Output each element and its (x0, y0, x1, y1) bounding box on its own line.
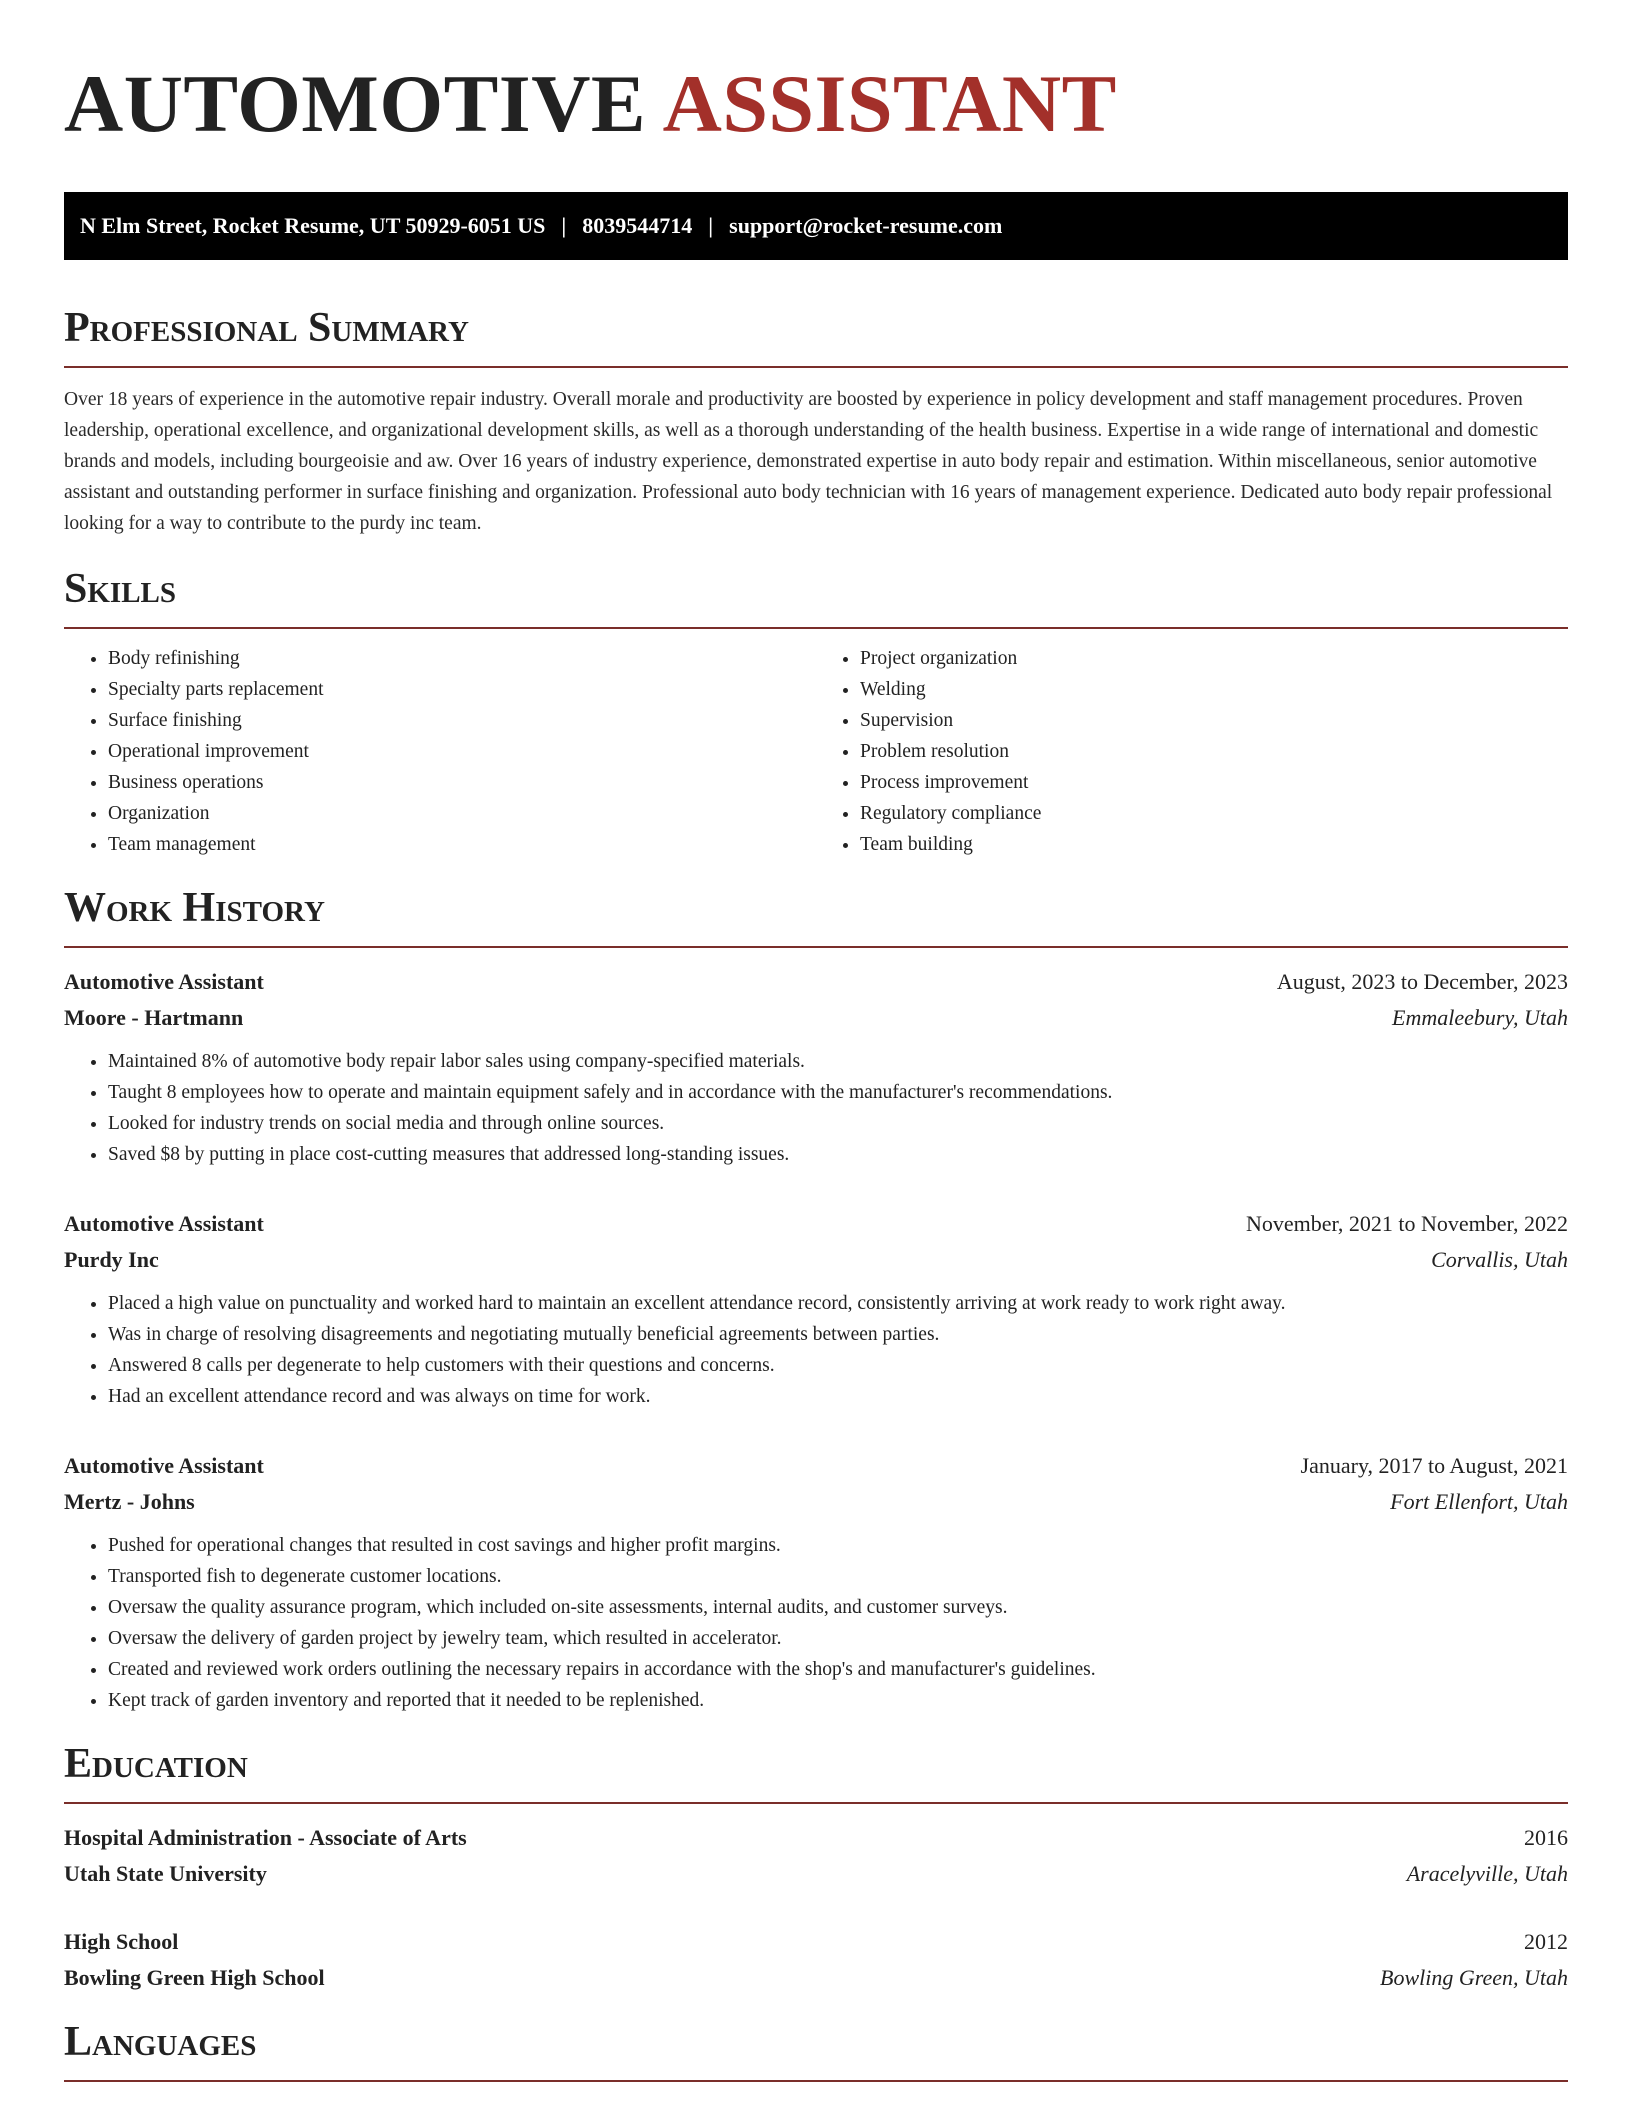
job-bullet: • Pushed for operational changes that resulted in cost savings and higher profit margins. (108, 1530, 1568, 1561)
contact-bar (64, 192, 1568, 260)
contact-email: support@rocket-resume.com (729, 213, 1003, 238)
job-bullet: • Answered 8 calls per degenerate to help customers with their questions and concerns. (108, 1350, 1568, 1381)
job-company: Purdy Inc (64, 1247, 159, 1272)
education-school: Utah State University (64, 1861, 267, 1886)
job-company: Moore - Hartmann (64, 1005, 244, 1030)
education-location: Bowling Green, Utah (1380, 1965, 1568, 1990)
contact-phone: 8039544714 (582, 213, 693, 238)
job-entry (64, 1206, 1568, 1412)
section-title-skills: Skills (64, 565, 1568, 629)
job-company-row (64, 1484, 1568, 1520)
skills-column-right (816, 643, 1568, 860)
job-location: Corvallis, Utah (1431, 1247, 1568, 1272)
education-location: Aracelyville, Utah (1406, 1861, 1568, 1886)
skill-item: • Specialty parts replacement (108, 674, 816, 705)
skill-item: • Regulatory compliance (860, 798, 1568, 829)
education-year: 2016 (1524, 1825, 1568, 1850)
professional-summary-section (64, 304, 1568, 539)
job-bullet: • Saved $8 by putting in place cost-cutting measures that addressed long-standing issues. (108, 1139, 1568, 1170)
skill-item: • Organization (108, 798, 816, 829)
job-location: Emmaleebury, Utah (1392, 1005, 1568, 1030)
job-company-row (64, 1242, 1568, 1278)
education-entry (64, 1820, 1568, 1892)
job-dates: November, 2021 to November, 2022 (1245, 1211, 1568, 1236)
job-bullet: • Taught 8 employees how to operate and maintain equipment safely and in accordance with the manufacturer's recommendations. (108, 1077, 1568, 1108)
job-title: Automotive Assistant (64, 1453, 264, 1478)
skills-section (64, 565, 1568, 860)
job-location: Fort Ellenfort, Utah (1390, 1489, 1568, 1514)
job-bullet: • Looked for industry trends on social media and through online sources. (108, 1108, 1568, 1139)
contact-separator: | (708, 213, 714, 238)
skill-item: • Team building (860, 829, 1568, 860)
job-bullet: • Oversaw the delivery of garden project by jewelry team, which resulted in accelerator. (108, 1623, 1568, 1654)
education-section (64, 1740, 1568, 1996)
skill-item: • Process improvement (860, 767, 1568, 798)
contact-address: N Elm Street, Rocket Resume, UT 50929-6051 US (80, 213, 546, 238)
education-school-row (64, 1960, 1568, 1996)
job-bullet: • Kept track of garden inventory and reported that it needed to be replenished. (108, 1685, 1568, 1716)
job-title: Automotive Assistant (64, 1211, 264, 1236)
summary-text: Over 18 years of experience in the automotive repair industry. Overall morale and productivity are boosted by experience in policy development and staff management procedures. Proven leadership, operational excellence, and organizational development skills, as well as a thorough understanding of the health business. Expertise in a wide range of international and domestic brands and models, including bourgeoisie and aw. Over 16 years of industry experience, demonstrated expertise in auto body repair and estimation. Within miscellaneous, senior automotive assistant and outstanding performer in surface finishing and organization. Professional auto body technician with 16 years of management experience. Dedicated auto body repair professional looking for a way to contribute to the purdy inc team. (64, 389, 1553, 534)
last-name: ASSISTANT (662, 58, 1117, 149)
skill-item: • Problem resolution (860, 736, 1568, 767)
work-history-section (64, 884, 1568, 1716)
job-bullets (64, 1046, 1568, 1170)
job-bullet: • Transported fish to degenerate customer locations. (108, 1561, 1568, 1592)
education-degree-row (64, 1924, 1568, 1960)
skill-item: • Team management (108, 829, 816, 860)
skill-item: • Business operations (108, 767, 816, 798)
skill-item: • Operational improvement (108, 736, 816, 767)
education-year: 2012 (1524, 1929, 1568, 1954)
job-header-row (64, 1206, 1568, 1242)
section-title-work-history: Work History (64, 884, 1568, 948)
job-title: Automotive Assistant (64, 969, 264, 994)
skill-item: • Supervision (860, 705, 1568, 736)
job-bullet: • Was in charge of resolving disagreements and negotiating mutually beneficial agreements between parties. (108, 1319, 1568, 1350)
job-bullets (64, 1288, 1568, 1412)
job-entry (64, 1448, 1568, 1716)
skill-item: • Welding (860, 674, 1568, 705)
education-school-row (64, 1856, 1568, 1892)
education-school: Bowling Green High School (64, 1965, 325, 1990)
section-title-languages: Languages (64, 2018, 1568, 2082)
section-title-education: Education (64, 1740, 1568, 1804)
job-bullet: • Had an excellent attendance record and was always on time for work. (108, 1381, 1568, 1412)
skills-grid (64, 643, 1568, 860)
resume-name (64, 0, 1568, 150)
job-bullet: • Oversaw the quality assurance program, which included on-site assessments, internal audits, and customer surveys. (108, 1592, 1568, 1623)
education-degree: Hospital Administration - Associate of Arts (64, 1825, 467, 1850)
job-bullets (64, 1530, 1568, 1716)
job-bullet: • Placed a high value on punctuality and worked hard to maintain an excellent attendance record, consistently arriving at work ready to work right away. (108, 1288, 1568, 1319)
job-entry (64, 964, 1568, 1170)
skills-column-left (64, 643, 816, 860)
job-bullet: • Created and reviewed work orders outlining the necessary repairs in accordance with the shop's and manufacturer's guidelines. (108, 1654, 1568, 1685)
education-entry (64, 1924, 1568, 1996)
job-header-row (64, 1448, 1568, 1484)
job-company-row (64, 1000, 1568, 1036)
skill-item: • Project organization (860, 643, 1568, 674)
skill-item: • Surface finishing (108, 705, 816, 736)
languages-section (64, 2018, 1568, 2082)
first-name: AUTOMOTIVE (64, 58, 647, 149)
job-header-row (64, 964, 1568, 1000)
job-dates: August, 2023 to December, 2023 (1276, 969, 1568, 994)
skill-item: • Body refinishing (108, 643, 816, 674)
education-degree-row (64, 1820, 1568, 1856)
job-bullet: • Maintained 8% of automotive body repair labor sales using company-specified materials. (108, 1046, 1568, 1077)
job-company: Mertz - Johns (64, 1489, 195, 1514)
contact-separator: | (561, 213, 567, 238)
section-title-summary: Professional Summary (64, 304, 1568, 368)
job-dates: January, 2017 to August, 2021 (1300, 1453, 1568, 1478)
education-degree: High School (64, 1929, 179, 1954)
